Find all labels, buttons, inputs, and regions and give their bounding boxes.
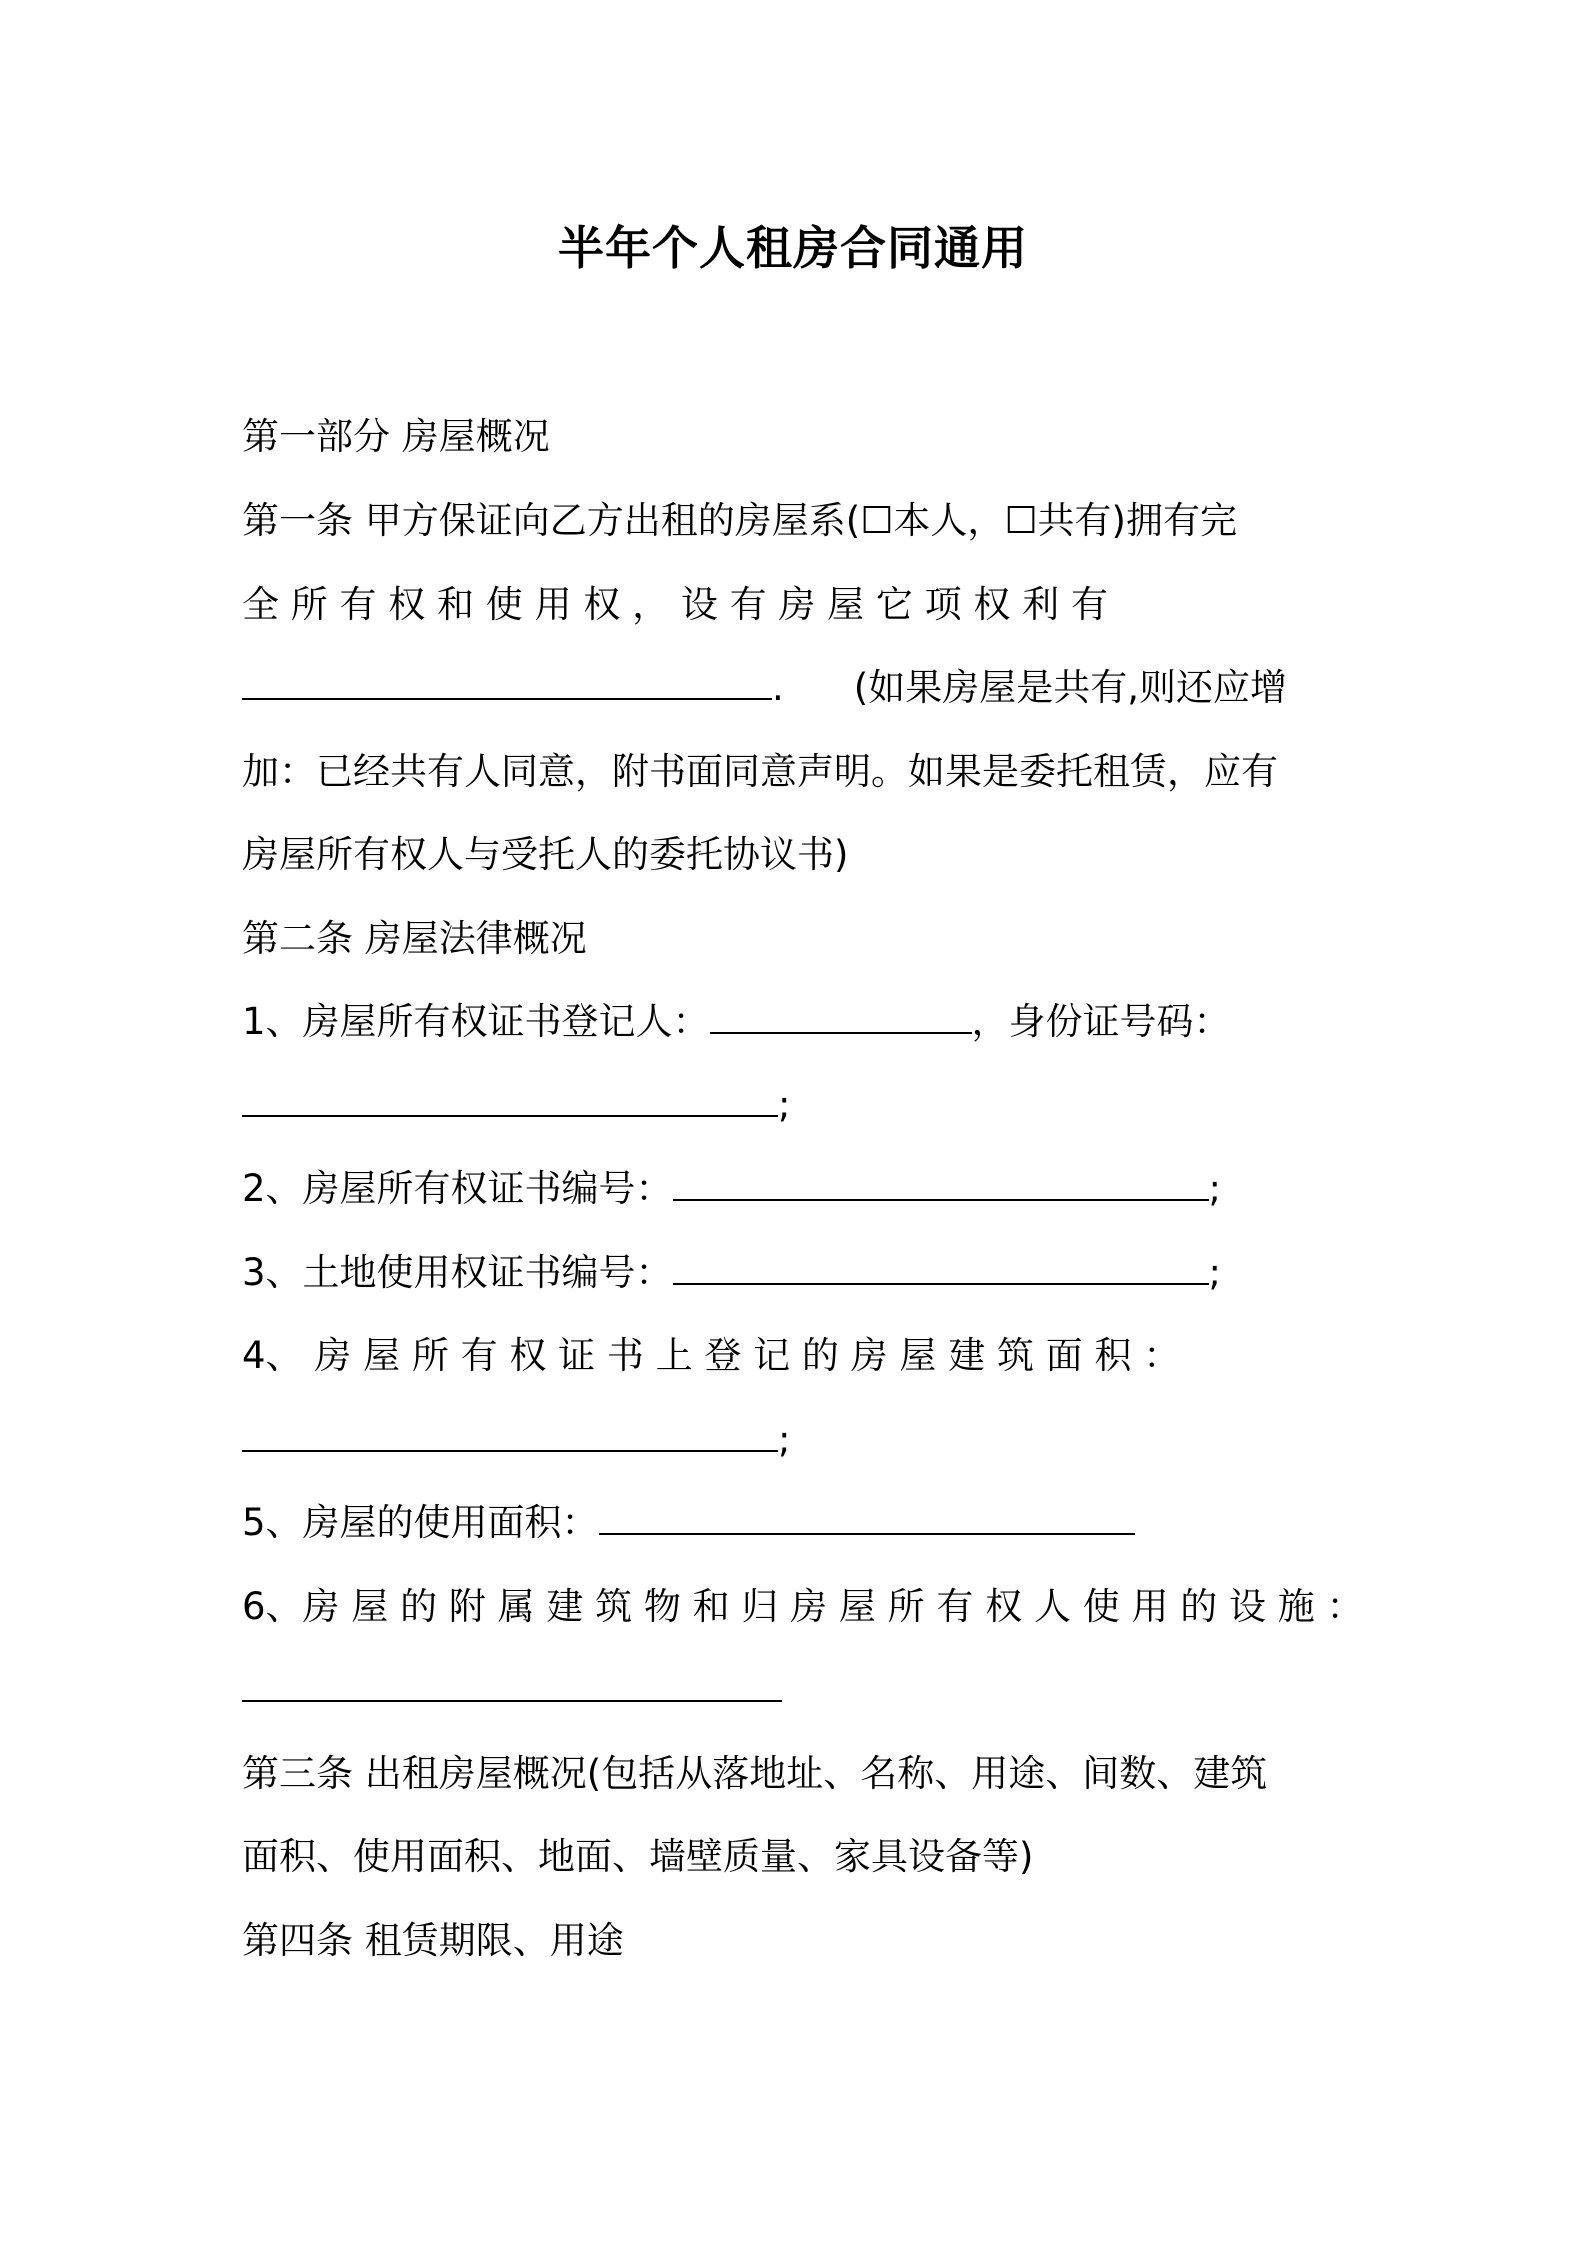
building-area-blank xyxy=(242,1416,778,1452)
article-1-line-5: 房屋所有权人与受托人的委托协议书) xyxy=(242,833,849,876)
article-1-line-1: 第一条 甲方保证向乙方出租的房屋系(☐本人，☐共有)拥有完 xyxy=(242,499,1237,542)
item-3-label: 3、土地使用权证书编号： xyxy=(242,1251,673,1294)
item-1-line xyxy=(242,997,1352,1047)
item-2-label: 2、房屋所有权证书编号： xyxy=(242,1167,673,1210)
rights-blank xyxy=(242,664,772,700)
item-1-continuation xyxy=(242,1080,1352,1130)
article-3-line-1: 第三条 出租房屋概况(包括从落地址、名称、用途、间数、建筑 xyxy=(242,1752,1268,1795)
line-end-period: . xyxy=(772,666,784,709)
item-2-line xyxy=(242,1164,1352,1214)
article-3-line-2: 面积、使用面积、地面、墙壁质量、家具设备等) xyxy=(242,1835,1034,1878)
co-owned-note: (如果房屋是共有,则还应增 xyxy=(853,666,1287,709)
item-3-line xyxy=(242,1248,1352,1298)
article-4-heading: 第四条 租赁期限、用途 xyxy=(242,1919,624,1962)
item-5-line xyxy=(242,1498,1352,1548)
document-title: 半年个人租房合同通用 xyxy=(558,221,1028,275)
article-1-line-3 xyxy=(242,663,1352,713)
land-certificate-blank xyxy=(673,1249,1209,1285)
facilities-blank xyxy=(242,1666,782,1702)
part-one-heading: 第一部分 房屋概况 xyxy=(242,415,550,458)
article-1-line-2: 全 所 有 权 和 使 用 权 ， 设 有 房 屋 它 项 权 利 有 xyxy=(242,583,1108,626)
item-4-line: 4、 房 屋 所 有 权 证 书 上 登 记 的 房 屋 建 筑 面 积 ： xyxy=(242,1334,1181,1377)
line-end-semicolon: ; xyxy=(1208,1251,1222,1294)
line-end-semicolon: ; xyxy=(778,1083,791,1126)
item-1-label: 1、房屋所有权证书登记人： xyxy=(242,1000,710,1043)
item-6-line: 6、房 屋 的 附 属 建 筑 物 和 归 房 屋 所 有 权 人 使 用 的 设 施 ： xyxy=(242,1585,1364,1628)
line-end-semicolon: ; xyxy=(1208,1167,1222,1210)
article-1-line-4: 加：已经共有人同意，附书面同意声明。如果是委托租赁，应有 xyxy=(242,750,1278,793)
item-5-label: 5、房屋的使用面积： xyxy=(242,1501,599,1544)
item-4-continuation xyxy=(242,1415,1352,1465)
id-number-label: ，身份证号码： xyxy=(971,1000,1231,1043)
item-6-continuation xyxy=(242,1665,1352,1715)
article-2-heading: 第二条 房屋法律概况 xyxy=(242,917,587,960)
usable-area-blank xyxy=(599,1499,1135,1535)
registrant-blank xyxy=(710,998,972,1034)
line-end-semicolon: ; xyxy=(778,1418,791,1461)
id-number-blank xyxy=(242,1081,778,1117)
certificate-number-blank xyxy=(673,1165,1209,1201)
